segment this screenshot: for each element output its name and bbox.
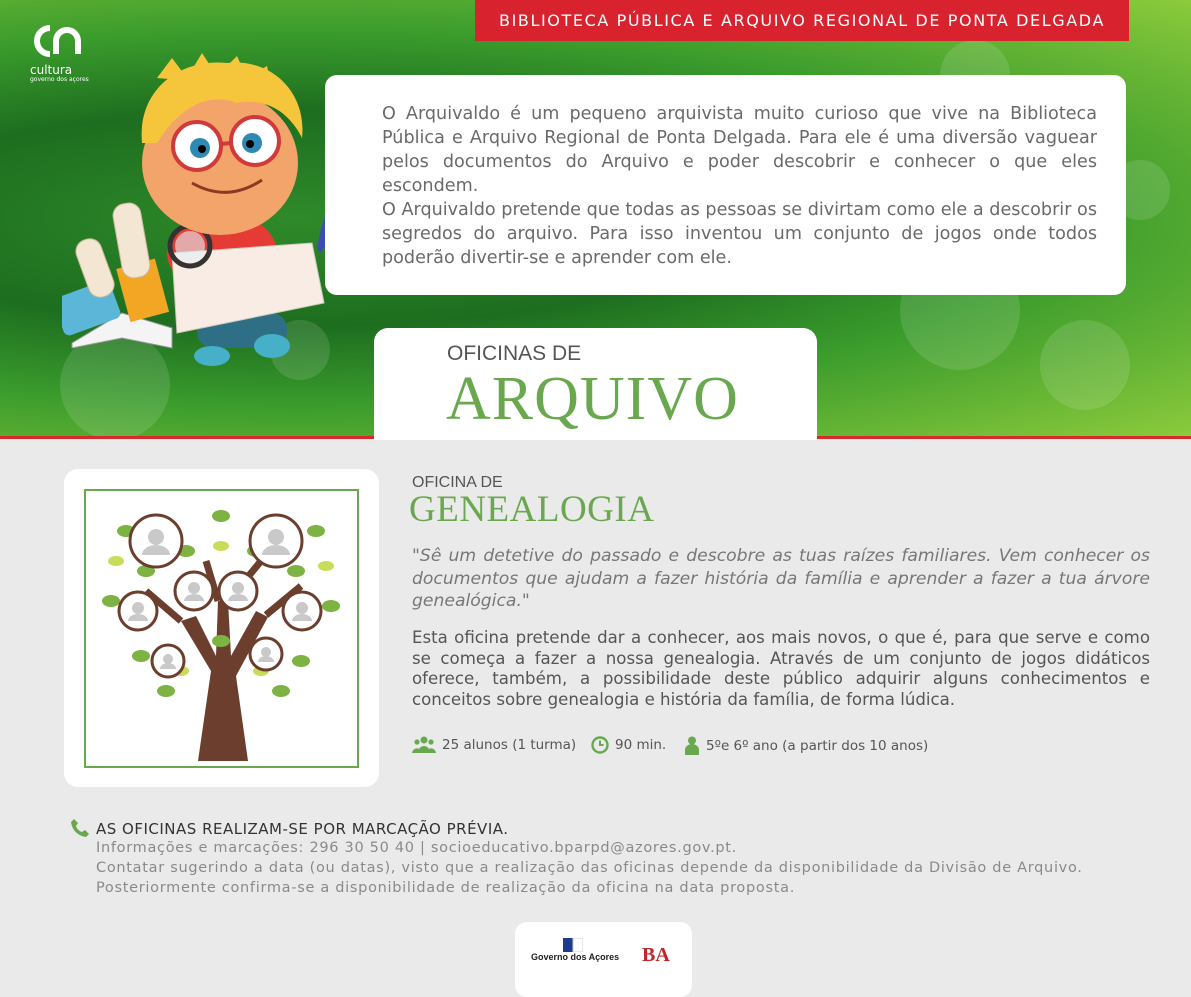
students-info xyxy=(412,736,576,754)
students-text: 25 alunos (1 turma) xyxy=(442,737,577,753)
logo-text: cultura xyxy=(30,63,73,77)
ba-logo: BA xyxy=(642,944,670,966)
phone-icon xyxy=(70,818,90,838)
intro-card xyxy=(325,75,1126,295)
group-icon xyxy=(412,736,436,754)
contact-line-2: Contatar sugerindo a data (ou datas), visto que a realização das oficinas depende da disponibilidade da Divisão de Arquivo. xyxy=(96,860,1083,876)
footer-logos xyxy=(515,922,692,997)
duration-info xyxy=(591,736,666,754)
bokeh-light xyxy=(1040,320,1130,410)
azores-flag-icon xyxy=(563,938,583,952)
contact-line-3: Posteriormente confirma-se a disponibilidade de realização da oficina na data proposta. xyxy=(96,880,796,896)
contact-line-1: Informações e marcações: 296 30 50 40 | socioeducativo.bparpd@azores.gov.pt. xyxy=(96,840,737,856)
institution-banner: BIBLIOTECA PÚBLICA E ARQUIVO REGIONAL DE PONTA DELGADA xyxy=(475,0,1129,41)
arquivaldo-mascot xyxy=(62,48,362,378)
workshop-label: OFICINA DE xyxy=(412,474,503,491)
age-text: 5ºe 6º ano (a partir dos 10 anos) xyxy=(706,738,929,754)
logo-subtext: governo dos açores xyxy=(30,76,89,83)
title-card xyxy=(374,328,817,440)
genealogy-image-card xyxy=(64,469,379,787)
workshop-quote: "Sê um detetive do passado e descobre as tuas raízes familiares. Vem conhecer os documentos que ajudam a fazer história da família e aprender a fazer a tua árvore genealógica." xyxy=(412,546,1150,611)
clock-icon xyxy=(591,736,609,754)
genealogy-image-frame xyxy=(84,489,359,768)
age-info xyxy=(684,736,928,756)
cultura-logo-icon xyxy=(30,24,82,58)
workshop-title: GENEALOGIA xyxy=(409,489,655,530)
title-big: ARQUIVO xyxy=(446,365,739,433)
governo-acores-logo: Governo dos Açores xyxy=(531,952,620,962)
workshop-description: Esta oficina pretende dar a conhecer, aos mais novos, o que é, para que serve e como se começa a fazer a nossa genealogia. Através de um conjunto de jogos didáticos oferece, também, a possibilidade deste público adquirir alguns conhecimentos e conceitos sobre genealogia e história da família, de forma lúdica. xyxy=(412,628,1150,709)
contact-heading: AS OFICINAS REALIZAM-SE POR MARCAÇÃO PRÉVIA. xyxy=(96,820,509,838)
cultura-logo xyxy=(30,24,89,83)
person-icon xyxy=(684,736,700,756)
title-small: OFICINAS DE xyxy=(447,342,582,365)
intro-text: O Arquivaldo é um pequeno arquivista muito curioso que vive na Biblioteca Pública e Arquivo Regional de Ponta Delgada. Para ele é uma diversão vaguear pelos documentos do Arquivo e poder descobrir e conhecer o que eles escondem. O Arquivaldo pretende que todas as pessoas se divirtam como ele a descobrir os segredos do arquivo. Para isso inventou um conjunto de jogos onde todos poderão divertir-se e aprender com ele. xyxy=(382,104,1097,268)
family-tree-illustration xyxy=(86,491,357,766)
duration-text: 90 min. xyxy=(615,737,667,753)
